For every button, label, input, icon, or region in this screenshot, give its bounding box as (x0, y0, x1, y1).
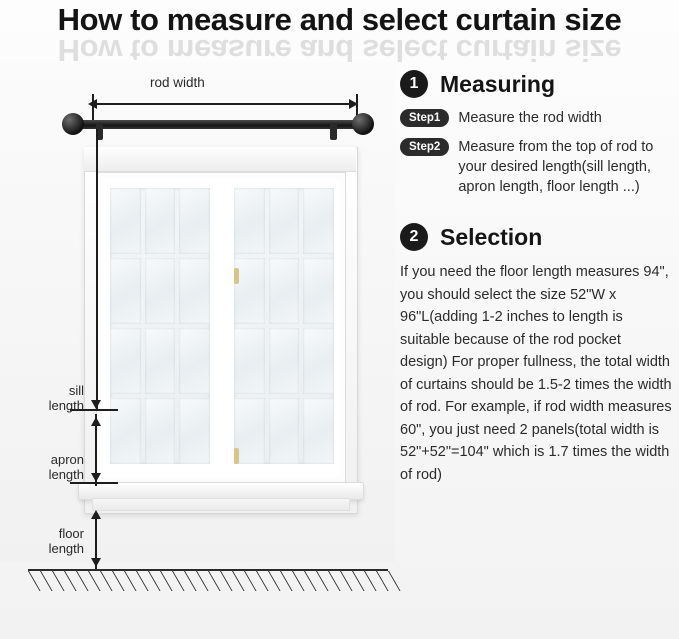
pane (269, 328, 300, 394)
window-sash-right (228, 182, 340, 470)
floor-hatching (28, 571, 388, 593)
title-reflection: How to measure and select curtain size (57, 33, 622, 68)
measure-arrow-sill (91, 400, 101, 409)
pane (145, 258, 176, 324)
sill-length-label-line2: length (48, 398, 84, 413)
rod-finial-right (352, 113, 374, 135)
window-apron (92, 498, 350, 511)
apron-length-label (22, 452, 84, 482)
pane (145, 328, 176, 394)
pane (303, 188, 334, 254)
step-2-text: Measure from the top of rod to your desired length(sill length, apron length, floor length ...) (458, 139, 654, 195)
section-selection-header (400, 223, 672, 251)
measure-arrow-apron-top (91, 417, 101, 426)
pane (145, 188, 176, 254)
rod-bracket-right (330, 124, 337, 140)
apron-length-label-line2: length (48, 467, 84, 482)
rod-width-tick-left (92, 94, 94, 120)
section-1-number-badge: 1 (400, 70, 428, 98)
floor-length-label-line2: length (48, 541, 84, 556)
pane (145, 398, 176, 464)
step-1-text: Measure the rod width (458, 110, 602, 126)
pane (303, 258, 334, 324)
pane (269, 258, 300, 324)
measure-line-rod-to-sill (96, 129, 98, 409)
pane (269, 188, 300, 254)
step-2-badge: Step2 (400, 138, 449, 156)
measure-arrow-apron-bottom (91, 473, 101, 482)
sill-length-label (22, 383, 84, 413)
section-2-number-badge: 2 (400, 223, 428, 251)
measure-guide-apron (70, 482, 118, 484)
pane (303, 328, 334, 394)
rod-width-label: rod width (150, 75, 205, 90)
pane (179, 398, 210, 464)
pane (179, 188, 210, 254)
step-2-row (400, 137, 672, 197)
page-title: How to measure and select curtain size (57, 2, 622, 37)
section-2-title: Selection (440, 223, 543, 250)
floor-length-label-line1: floor (58, 526, 84, 541)
curtain-rod (78, 120, 360, 129)
pane (179, 258, 210, 324)
pane (234, 328, 265, 394)
apron-length-label-line1: apron (50, 452, 84, 467)
pane (110, 188, 141, 254)
pane (110, 258, 141, 324)
pane (110, 398, 141, 464)
step-1-badge: Step1 (400, 109, 449, 127)
window-sash-left (104, 182, 216, 470)
pane-grid-left (110, 188, 210, 464)
section-1-title: Measuring (440, 70, 556, 97)
window-latch-lower (234, 448, 239, 464)
sill-length-label-line1: sill (68, 383, 84, 398)
pane-grid-right (234, 188, 334, 464)
measure-arrow-floor-bottom (91, 558, 101, 567)
window-diagram (0, 62, 395, 639)
selection-body-text: If you need the floor length measures 94", you should select the size 52"W x 96"L(adding 1-2 inches to length is suitable because of the rod pocket design) For proper fullness, the total width of curtains should be 1.5-2 times the width of rod. For example, if rod width measures 60", you just need 2 panels(total width is 52"+52"=104" which is 1.7 times the width of rod) (400, 264, 672, 483)
pane (234, 188, 265, 254)
rod-width-dimension-line (92, 103, 354, 105)
pane (110, 328, 141, 394)
step-1-row (400, 108, 672, 128)
pane (303, 398, 334, 464)
measure-arrow-floor-top (91, 510, 101, 519)
section-measuring-header (400, 70, 672, 98)
pane (179, 328, 210, 394)
instructions-panel (400, 70, 672, 486)
rod-finial-left (62, 113, 84, 135)
window-latch-upper (234, 268, 239, 284)
pane (269, 398, 300, 464)
window-header-trim (84, 147, 356, 172)
floor-length-label (22, 526, 84, 556)
